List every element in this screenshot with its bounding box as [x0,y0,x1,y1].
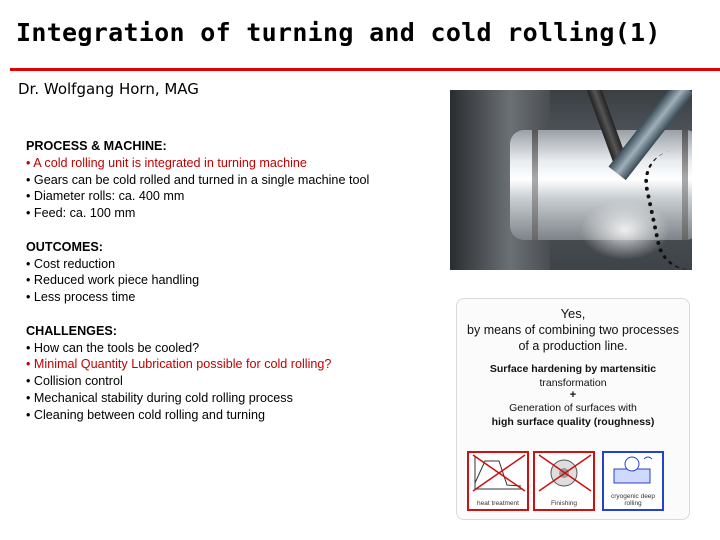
finishing-tool-icon [535,453,593,493]
bullet-item: • How can the tools be cooled? [26,340,200,355]
thumbnail-label: cryogenic deep rolling [610,493,656,507]
bullet-item: • Cleaning between cold rolling and turning [26,407,265,422]
diagram-text: + [569,389,577,401]
bullet-item: • Cost reduction [26,256,116,271]
section-outcomes [26,239,436,306]
title-divider [10,68,720,71]
heat-treatment-thumbnail [467,451,529,511]
content-body [26,138,436,440]
bullet-item: • A cold rolling unit is integrated in turning machine [26,155,307,170]
section-process-machine [26,138,436,222]
thumbnail-label: heat treatment [477,500,519,507]
deep-rolling-icon [604,453,662,493]
diagram-text: by means of combining two processes [467,323,679,337]
cryogenic-deep-rolling-thumbnail [602,451,664,511]
bullet-item: • Feed: ca. 100 mm [26,206,136,221]
author-line: Dr. Wolfgang Horn, MAG [18,80,199,98]
thumbnail-label: Finishing [550,500,577,507]
bullet-item: • Diameter rolls: ca. 400 mm [26,189,185,204]
bullet-item: • Mechanical stability during cold rolling process [26,390,293,405]
workpiece-groove [532,130,538,240]
diagram-text: Surface hardening by martensitic [489,363,657,375]
machine-photo [450,90,692,270]
bullet-item: • Collision control [26,374,123,389]
heat-treatment-curve-icon [469,453,527,493]
slide-title: Integration of turning and cold rolling(1) [16,18,661,47]
diagram-text: Generation of surfaces with [509,402,637,414]
section-heading: OUTCOMES: [26,239,103,254]
diagram-text: transformation [539,377,607,389]
bullet-item: • Less process time [26,290,136,305]
bullet-item: • Reduced work piece handling [26,273,200,288]
finishing-thumbnail [533,451,595,511]
process-diagram [456,298,690,520]
section-heading: CHALLENGES: [26,323,117,338]
diagram-text: of a production line. [518,339,628,353]
section-challenges [26,323,436,424]
bullet-item: • Gears can be cold rolled and turned in a single machine tool [26,172,370,187]
bullet-item: • Minimal Quantity Lubrication possible for cold rolling? [26,357,332,372]
section-heading: PROCESS & MACHINE: [26,139,167,153]
diagram-text: Yes, [560,306,586,321]
diagram-text: high surface quality (roughness) [491,416,655,428]
